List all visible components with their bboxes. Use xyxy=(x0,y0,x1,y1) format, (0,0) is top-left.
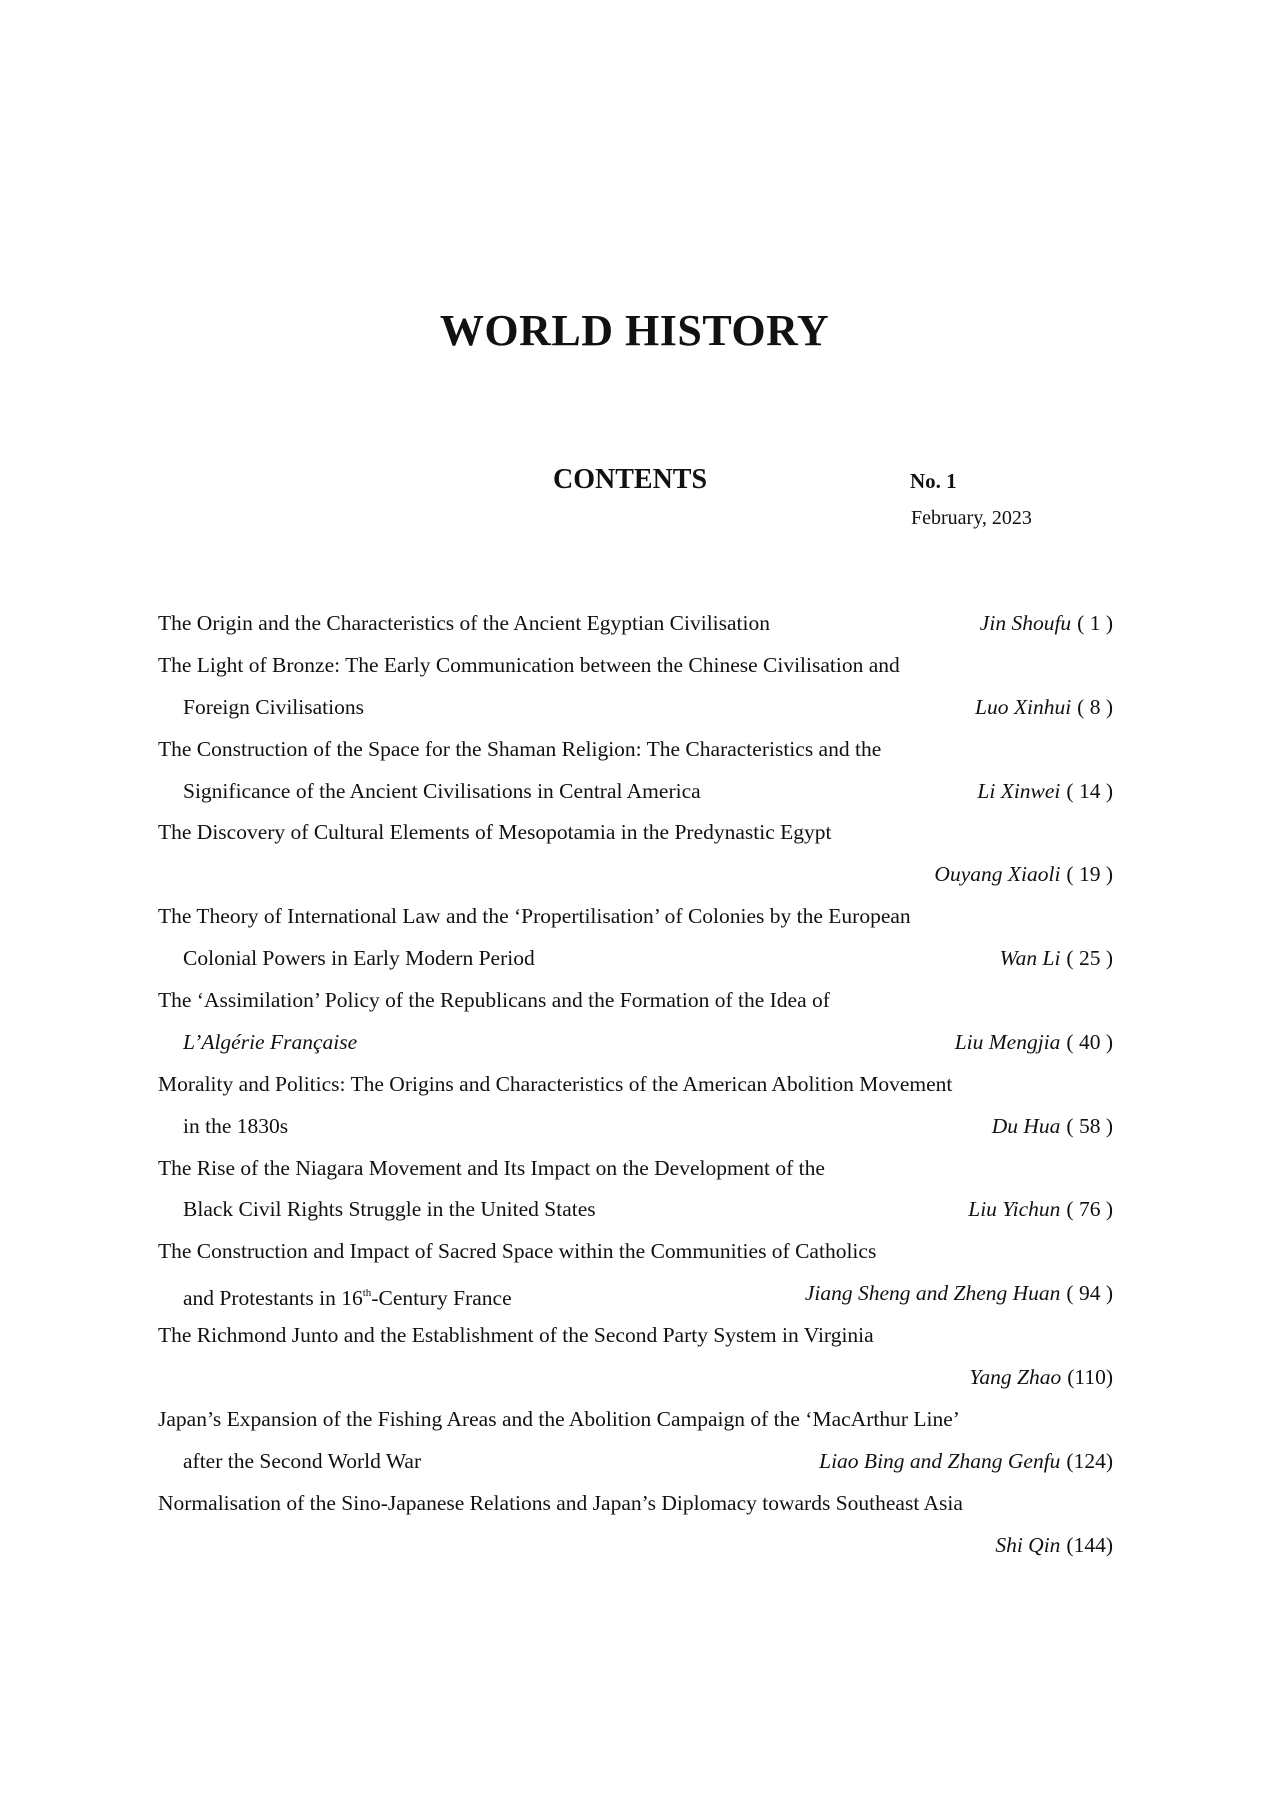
article-page: ( 1 ) xyxy=(1077,611,1113,635)
article-author: Li Xinwei xyxy=(977,778,1061,803)
ordinal-superscript: th xyxy=(362,1287,372,1300)
article-author: Jin Shoufu xyxy=(979,611,1072,635)
issue-date: February, 2023 xyxy=(911,507,1032,529)
article-title: Morality and Politics: The Origins and Characteristics of the American Abolition Movement xyxy=(158,1071,953,1096)
article-page: (124) xyxy=(1066,1448,1113,1473)
journal-title: WORLD HISTORY xyxy=(439,306,830,355)
article-title-cont: in the 1830s xyxy=(183,1113,289,1138)
table-of-contents xyxy=(158,605,1113,1568)
toc-entry[interactable] xyxy=(158,1317,1113,1359)
article-title: The Theory of International Law and the ‘Propertilisation’ of Colonies by the European xyxy=(158,904,911,929)
toc-entry-continuation[interactable] xyxy=(158,1108,1113,1150)
article-page: (144) xyxy=(1066,1532,1113,1557)
issue-number: No. 1 xyxy=(910,469,957,493)
article-title-cont: after the Second World War xyxy=(183,1448,422,1473)
toc-entry[interactable] xyxy=(158,1401,1113,1443)
article-title: The Light of Bronze: The Early Communication between the Chinese Civilisation and xyxy=(158,652,900,677)
toc-entry[interactable] xyxy=(158,1066,1113,1108)
article-page: (110) xyxy=(1067,1365,1113,1390)
article-page: ( 8 ) xyxy=(1077,694,1113,719)
article-page: ( 40 ) xyxy=(1066,1029,1113,1054)
article-author: Shi Qin xyxy=(995,1532,1061,1557)
article-title-cont xyxy=(158,1275,805,1317)
article-author: Liu Mengjia xyxy=(954,1029,1061,1054)
article-author: Du Hua xyxy=(991,1113,1061,1138)
toc-entry-continuation[interactable] xyxy=(158,940,1113,982)
article-title: Japan’s Expansion of the Fishing Areas and the Abolition Campaign of the ‘MacArthur Line’ xyxy=(158,1406,960,1431)
article-author: Yang Zhao xyxy=(969,1365,1062,1390)
toc-entry[interactable] xyxy=(158,731,1113,773)
article-page: ( 58 ) xyxy=(1066,1113,1113,1138)
article-title-cont: Significance of the Ancient Civilisations in Central America xyxy=(183,778,701,803)
article-page: ( 25 ) xyxy=(1066,946,1113,971)
toc-entry-continuation[interactable] xyxy=(158,773,1113,815)
article-title: The ‘Assimilation’ Policy of the Republicans and the Formation of the Idea of xyxy=(158,988,830,1013)
toc-entry-continuation[interactable] xyxy=(158,1024,1113,1066)
article-title-cont: Foreign Civilisations xyxy=(183,694,364,719)
toc-entry[interactable] xyxy=(158,647,1113,689)
toc-entry[interactable] xyxy=(158,605,1113,647)
contents-heading: CONTENTS xyxy=(553,464,708,495)
article-author: Wan Li xyxy=(999,946,1061,971)
article-author: Liao Bing and Zhang Genfu xyxy=(819,1448,1061,1473)
article-page: ( 94 ) xyxy=(1066,1281,1113,1306)
article-author: Ouyang Xiaoli xyxy=(934,862,1061,887)
article-page: ( 76 ) xyxy=(1066,1197,1113,1222)
article-title: The Construction of the Space for the Shaman Religion: The Characteristics and the xyxy=(158,736,882,761)
article-page: ( 14 ) xyxy=(1066,778,1113,803)
toc-entry[interactable] xyxy=(158,1233,1113,1275)
toc-entry[interactable] xyxy=(158,898,1113,940)
toc-entry[interactable] xyxy=(158,1150,1113,1192)
toc-entry[interactable] xyxy=(158,982,1113,1024)
toc-entry-continuation[interactable] xyxy=(158,1275,1113,1317)
toc-entry[interactable] xyxy=(158,1485,1113,1527)
toc-entry-continuation[interactable] xyxy=(158,1527,1113,1569)
article-author: Jiang Sheng and Zheng Huan xyxy=(804,1281,1061,1306)
toc-entry[interactable] xyxy=(158,814,1113,856)
article-title: The Construction and Impact of Sacred Space within the Communities of Catholics xyxy=(158,1239,877,1264)
article-author: Luo Xinhui xyxy=(975,694,1072,719)
article-title-cont: L’Algérie Française xyxy=(183,1029,358,1054)
toc-entry-continuation[interactable] xyxy=(158,1443,1113,1485)
article-title: The Discovery of Cultural Elements of Mesopotamia in the Predynastic Egypt xyxy=(158,820,832,845)
toc-entry-continuation[interactable] xyxy=(158,689,1113,731)
toc-entry-continuation[interactable] xyxy=(158,1191,1113,1233)
toc-entry-continuation[interactable] xyxy=(158,1359,1113,1401)
title-part: and Protestants in 16 xyxy=(183,1286,363,1311)
title-part: -Century France xyxy=(371,1286,512,1311)
article-title: The Rise of the Niagara Movement and Its Impact on the Development of the xyxy=(158,1155,825,1180)
article-title-cont: Black Civil Rights Struggle in the United States xyxy=(183,1197,596,1222)
article-title-cont: Colonial Powers in Early Modern Period xyxy=(183,946,535,971)
article-author: Liu Yichun xyxy=(968,1197,1061,1222)
article-title: The Richmond Junto and the Establishment of the Second Party System in Virginia xyxy=(158,1323,874,1348)
toc-entry-continuation[interactable] xyxy=(158,856,1113,898)
article-title: Normalisation of the Sino-Japanese Relations and Japan’s Diplomacy towards Southeast Asia xyxy=(158,1490,963,1515)
article-page: ( 19 ) xyxy=(1066,862,1113,887)
article-title: The Origin and the Characteristics of the Ancient Egyptian Civilisation xyxy=(158,611,771,635)
